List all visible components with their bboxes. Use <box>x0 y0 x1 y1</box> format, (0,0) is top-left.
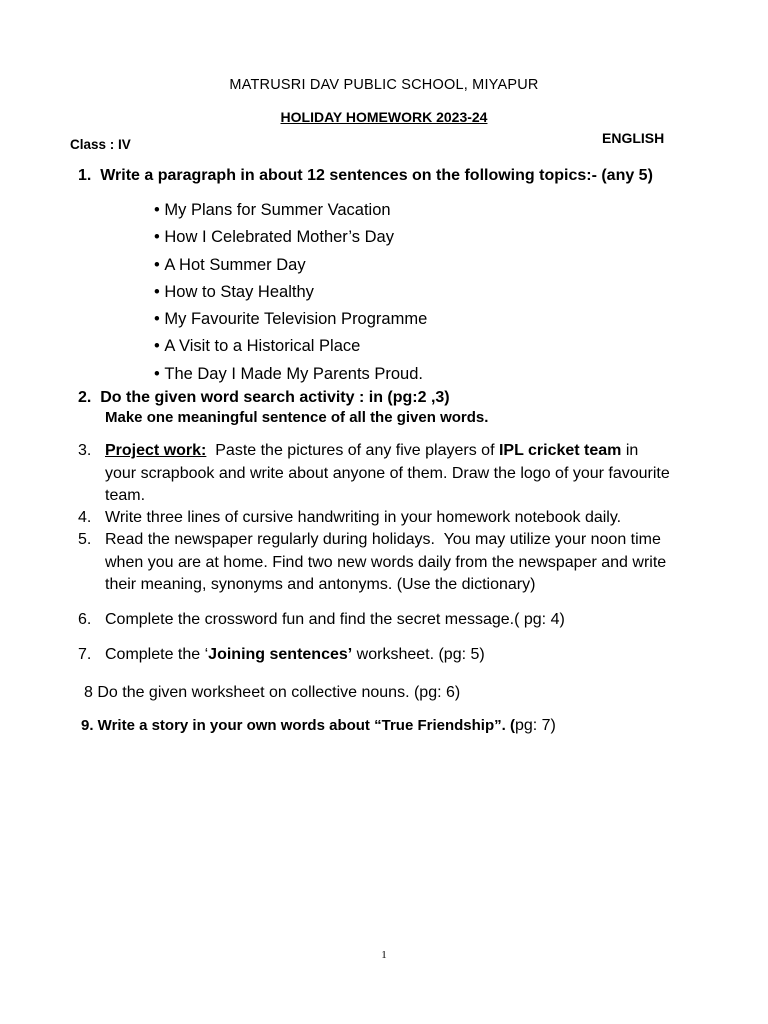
question-number: 1. <box>78 167 92 184</box>
topic-list <box>154 199 427 390</box>
question-number: 9. <box>81 717 94 734</box>
question-6 <box>78 609 758 632</box>
question-line: when you are at home. Find two new words daily from the newspaper and write <box>105 553 667 571</box>
topic-bold: A Hot Summer Day <box>164 255 306 274</box>
question-bold-text: Joining sentences’ <box>208 646 353 663</box>
question-text: Complete the ‘ <box>105 646 209 663</box>
topic-rest: Historical Place <box>246 337 361 356</box>
question-text: pg: 7) <box>514 717 556 734</box>
topic-bold: My Favourite Television Programme <box>164 310 428 329</box>
list-item: • The Day I Made My Parents Proud. <box>154 364 423 383</box>
question-text: Paste the pictures of any five players of <box>206 442 499 459</box>
list-item: • My Plans for Summer Vacation <box>154 201 391 219</box>
question-text: Write a story in your own words about “ <box>93 717 382 734</box>
topic-bold: The Day I Made My Parents Proud <box>164 364 419 383</box>
topic-bold: My Plans f <box>164 201 242 219</box>
document-title: HOLIDAY HOMEWORK 2023-24 <box>280 109 488 125</box>
question-5 <box>78 529 758 597</box>
question-line: your scrapbook and write about anyone of them. Draw the logo of your favourite <box>105 464 670 482</box>
subject-label: ENGLISH <box>602 130 665 146</box>
page-number: 1 <box>381 949 387 961</box>
question-text: worksheet. (pg: 5) <box>352 646 485 663</box>
question-number: 7. <box>78 646 92 663</box>
topic-bold: A Visit to a <box>164 337 247 356</box>
topic-bold: How I Celebrated Mother’s Day <box>164 228 394 247</box>
question-7 <box>78 644 758 667</box>
question-3 <box>78 440 758 508</box>
question-2-line-2: Make one meaningful sentence of all the given words. <box>105 409 489 426</box>
class-label: Class : IV <box>70 137 131 152</box>
question-2 <box>78 389 450 407</box>
question-1 <box>78 167 653 185</box>
list-item: • How I Celebrated Mother’s Day <box>154 228 394 247</box>
question-bold-text: IPL cricket team <box>498 442 622 459</box>
question-text: Do the given word search activity : in (pg:2 ,3) <box>100 389 450 406</box>
topic-rest: . <box>418 364 423 383</box>
list-item: • A Hot Summer Day <box>154 255 306 274</box>
topic-rest: or Summer Vacation <box>241 201 391 219</box>
question-9 <box>81 717 556 735</box>
list-item: • A Visit to a Historical Place <box>154 337 361 356</box>
question-number: 5. <box>78 531 92 548</box>
project-work-label: Project work: <box>105 442 207 459</box>
question-number: 4. <box>78 509 92 526</box>
question-bold-text: True Friendship”. ( <box>381 717 515 734</box>
question-text: Read the newspaper regularly during holidays. You may utilize your noon time <box>105 531 661 548</box>
question-line: team. <box>105 487 146 504</box>
question-text: in <box>621 442 639 459</box>
school-name: MATRUSRI DAV PUBLIC SCHOOL, MIYAPUR <box>229 77 539 93</box>
question-text: Complete the crossword fun and find the secret message.( pg: 4) <box>105 611 565 628</box>
topic-bold: How t <box>164 282 207 301</box>
question-8: 8 Do the given worksheet on collective nouns. (pg: 6) <box>84 684 461 701</box>
question-number: 2. <box>78 389 92 406</box>
question-number: 3. <box>78 442 92 459</box>
question-line: their meaning, synonyms and antonyms. (Use the dictionary) <box>105 576 536 593</box>
topic-rest: o Stay Healthy <box>206 282 314 301</box>
list-item: • How to Stay Healthy <box>154 282 314 301</box>
question-text: Write three lines of cursive handwriting in your homework notebook daily. <box>105 509 622 526</box>
question-4 <box>78 507 758 530</box>
list-item: • My Favourite Television Programme <box>154 310 428 329</box>
question-text: Write a paragraph in about 12 sentences on the following topics:- (any 5) <box>100 167 653 184</box>
question-number: 6. <box>78 611 92 628</box>
